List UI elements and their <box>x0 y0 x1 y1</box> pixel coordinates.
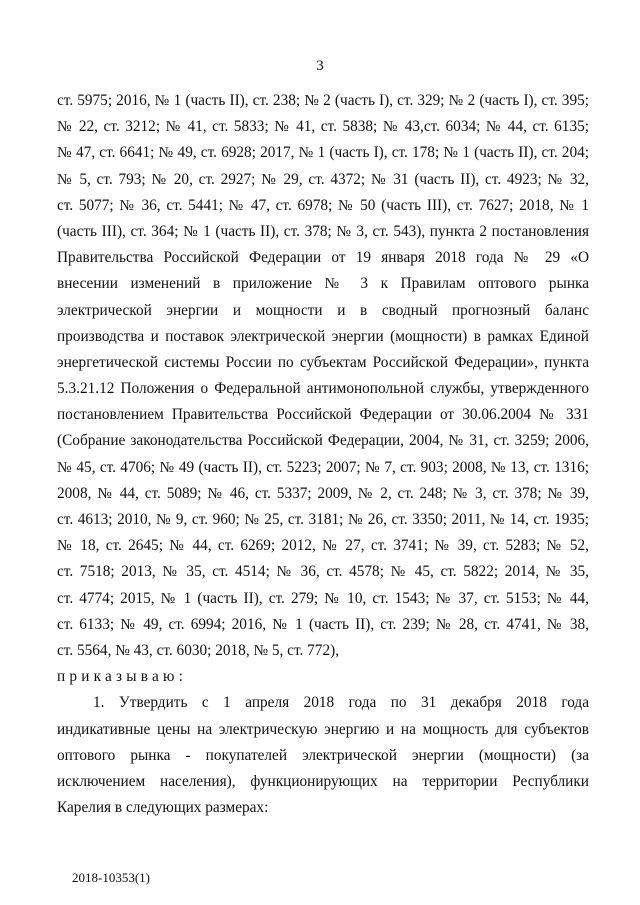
text-line: 5.3.21.12 Положения о Федеральной антимонопольной службы, утвержденного <box>57 380 589 398</box>
document-code: 2018-10353(1) <box>72 870 150 885</box>
text-line: внесении изменений в приложение № 3 к Правилам оптового рынка <box>57 275 589 293</box>
text-line: ст. 5077; № 36, ст. 5441; № 47, ст. 6978; № 50 (часть III), ст. 7627; 2018, № 1 <box>57 196 589 214</box>
text-line: (Собрание законодательства Российской Федерации, 2004, № 31, ст. 3259; 2006, <box>57 432 589 450</box>
text-line: ст. 4613; 2010, № 9, ст. 960; № 25, ст. 3181; № 26, ст. 3350; 2011, № 14, ст. 1935; <box>57 511 589 528</box>
text-line: № 22, ст. 3212; № 41, ст. 5833; № 41, ст. 5838; № 43,ст. 6034; № 44, ст. 6135; <box>57 118 589 136</box>
clause-1-line: исключением населения), функционирующих на территории Республики <box>57 772 589 790</box>
document-body <box>57 88 589 821</box>
text-line: энергетической системы России по субъектам Российской Федерации», пункта <box>57 353 589 371</box>
order-word: приказываю: <box>57 668 188 686</box>
text-line: № 18, ст. 2645; № 44, ст. 6269; 2012, № 27, ст. 3741; № 39, ст. 5283; № 52, <box>57 537 589 555</box>
text-line: № 47, ст. 6641; № 49, ст. 6928; 2017, № 1 (часть I), ст. 178; № 1 (часть II), ст. 204; <box>57 144 589 162</box>
text-line: № 45, ст. 4706; № 49 (часть II), ст. 5223; 2007; № 7, ст. 903; 2008, № 13, ст. 1316; <box>57 458 589 476</box>
text-line: ст. 5564, № 43, ст. 6030; 2018, № 5, ст. 772), <box>57 641 340 659</box>
text-line: электрической энергии и мощности и в сводный прогнозный баланс <box>57 301 589 319</box>
text-line: постановлением Правительства Российской Федерации от 30.06.2004 № 331 <box>57 406 589 424</box>
text-line: производства и поставок электрической энергии (мощности) в рамках Единой <box>57 327 589 345</box>
text-line: № 5, ст. 793; № 20, ст. 2927; № 29, ст. 4372; № 31 (часть II), ст. 4923; № 32, <box>57 170 589 188</box>
clause-1-line: индикативные цены на электрическую энергию и на мощность для субъектов <box>57 720 589 738</box>
text-line: ст. 4774; 2015, № 1 (часть II), ст. 279; № 10, ст. 1543; № 37, ст. 5153; № 44, <box>57 589 589 607</box>
text-line: ст. 6133; № 49, ст. 6994; 2016, № 1 (часть II), ст. 239; № 28, ст. 4741, № 38, <box>57 615 589 633</box>
text-line: Правительства Российской Федерации от 19 января 2018 года № 29 «О <box>57 249 589 267</box>
text-line: ст. 7518; 2013, № 35, ст. 4514; № 36, ст. 4578; № 45, ст. 5822; 2014, № 35, <box>57 563 589 581</box>
clause-1-line: Карелия в следующих размерах: <box>57 799 269 817</box>
text-line: 2008, № 44, ст. 5089; № 46, ст. 5337; 2009, № 2, ст. 248; № 3, ст. 378; № 39, <box>57 484 589 502</box>
page-number: 3 <box>316 58 324 74</box>
clause-1-line: оптового рынка - покупателей электрической энергии (мощности) (за <box>57 746 589 764</box>
text-line: ст. 5975; 2016, № 1 (часть II), ст. 238; № 2 (часть I), ст. 329; № 2 (часть I), ст. 395; <box>57 92 589 109</box>
text-line: (часть III), ст. 364; № 1 (часть II), ст. 378; № 3, ст. 543), пункта 2 постановления <box>57 222 589 240</box>
clause-1-line: 1. Утвердить с 1 апреля 2018 года по 31 декабря 2018 года <box>93 694 589 712</box>
